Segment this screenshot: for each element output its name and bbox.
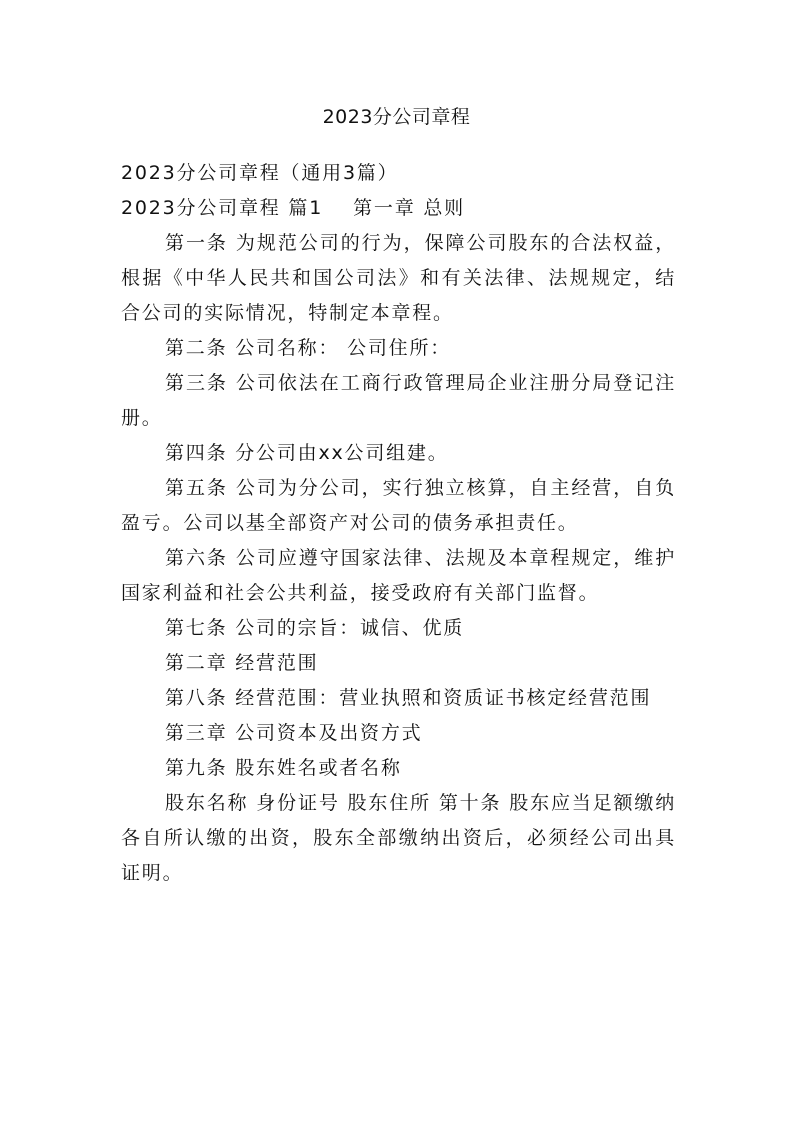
article-1: 第一条 为规范公司的行为，保障公司股东的合法权益，根据《中华人民共和国公司法》和有关法律、法规规定，结合公司的实际情况，特制定本章程。 <box>121 232 676 324</box>
article-7: 第七条 公司的宗旨：诚信、优质 <box>165 617 465 639</box>
article-3: 第三条 公司依法在工商行政管理局企业注册分局登记注册。 <box>121 372 676 429</box>
part-heading: 2023分公司章程 篇1 <box>121 197 324 219</box>
article-5: 第五条 公司为分公司，实行独立核算，自主经营，自负盈亏。公司以基全部资产对公司的债务承担责任。 <box>121 477 676 534</box>
article-2: 第二条 公司名称： 公司住所： <box>165 337 452 359</box>
article-9: 第九条 股东姓名或者名称 <box>165 757 402 779</box>
document-title: 2023分公司章程 <box>322 106 471 128</box>
part-heading-line <box>121 191 676 226</box>
article-4: 第四条 分公司由xx公司组建。 <box>165 442 449 464</box>
article-6: 第六条 公司应遵守国家法律、法规及本章程规定，维护国家利益和社会公共利益，接受政府有关部门监督。 <box>121 547 676 604</box>
chapter-heading: 第一章 总则 <box>353 197 465 219</box>
document-subtitle: 2023分公司章程（通用3篇） <box>121 162 399 184</box>
article-10: 股东名称 身份证号 股东住所 第十条 股东应当足额缴纳各自所认缴的出资，股东全部缴纳出资后，必须经公司出具证明。 <box>121 792 676 884</box>
chapter-3-heading: 第三章 公司资本及出资方式 <box>165 722 423 744</box>
document-body <box>121 156 676 891</box>
chapter-2-heading: 第二章 经营范围 <box>165 652 319 674</box>
article-8: 第八条 经营范围：营业执照和资质证书核定经营范围 <box>165 687 652 709</box>
